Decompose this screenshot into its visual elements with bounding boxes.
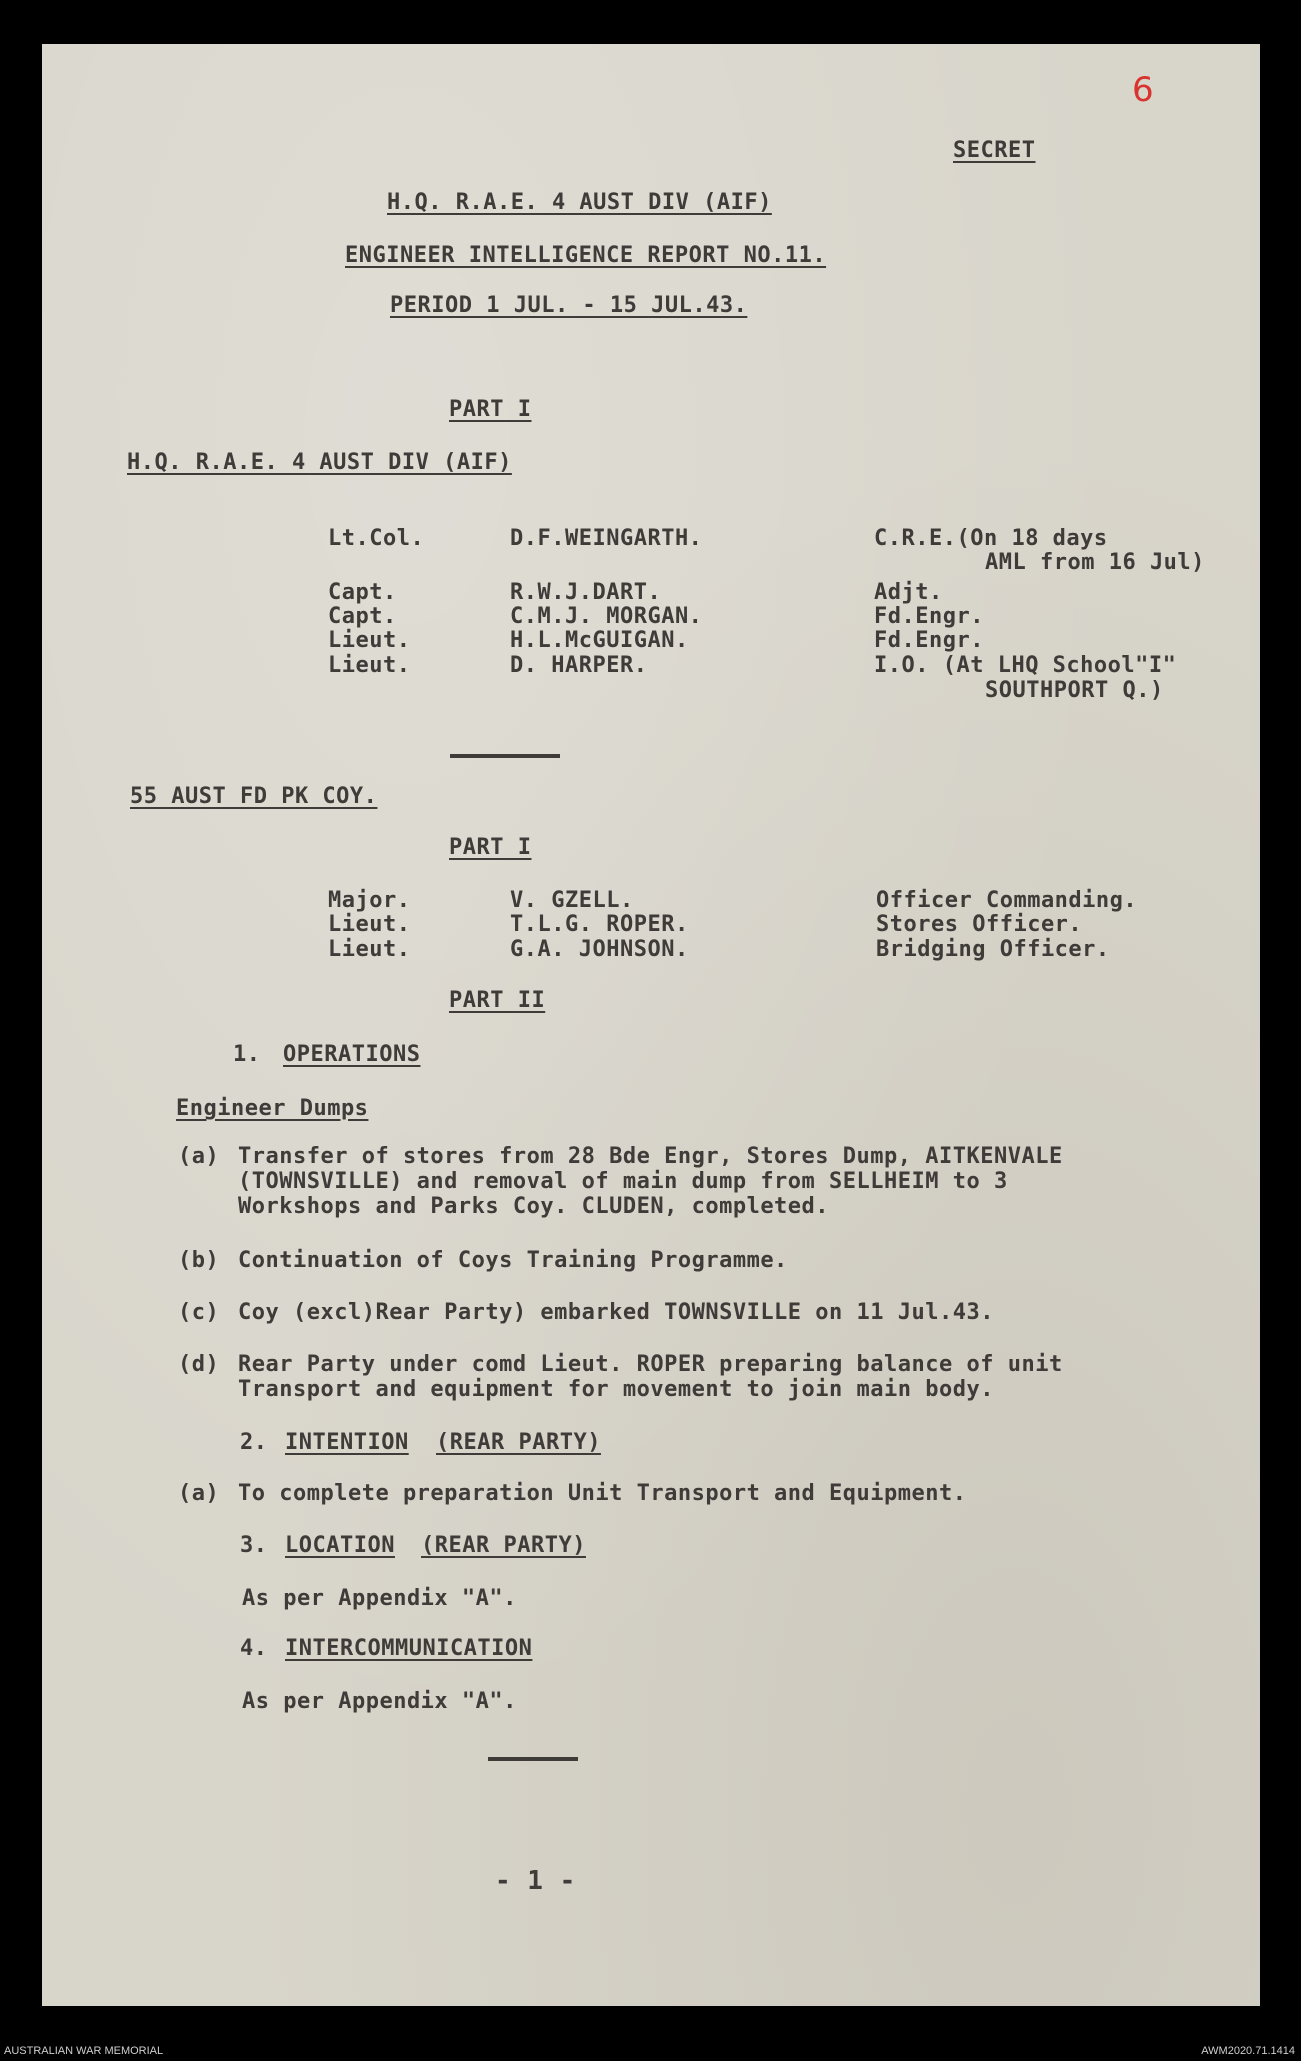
- intercommunication-heading: INTERCOMMUNICATION: [285, 1636, 533, 1661]
- officer-rank: Capt.: [328, 604, 397, 629]
- classification-marking: SECRET: [953, 138, 1036, 163]
- officer-role: C.R.E.(On 18 days: [874, 526, 1108, 551]
- officer-name: T.L.G. ROPER.: [510, 912, 689, 937]
- item-text-line: To complete preparation Unit Transport and Equipment.: [238, 1481, 967, 1506]
- officer-rank: Lieut.: [328, 912, 411, 937]
- officer-role: Fd.Engr.: [874, 628, 984, 653]
- item-text-line: Continuation of Coys Training Programme.: [238, 1248, 788, 1273]
- item-label: (b): [178, 1248, 220, 1273]
- intention-qualifier: (REAR PARTY): [436, 1430, 601, 1455]
- operations-subheading: Engineer Dumps: [176, 1096, 369, 1121]
- item-label: (c): [178, 1300, 220, 1325]
- item-text-line: Transport and equipment for movement to join main body.: [238, 1377, 994, 1402]
- section-divider: [488, 1757, 578, 1761]
- officer-name: D.F.WEINGARTH.: [510, 526, 703, 551]
- officer-name: G.A. JOHNSON.: [510, 937, 689, 962]
- officer-role: Fd.Engr.: [874, 604, 984, 629]
- item-text-line: Workshops and Parks Coy. CLUDEN, completed.: [238, 1194, 830, 1219]
- part-heading: PART I: [449, 835, 532, 860]
- item-text-line: Coy (excl)Rear Party) embarked TOWNSVILLE on 11 Jul.43.: [238, 1300, 994, 1325]
- report-title: ENGINEER INTELLIGENCE REPORT NO.11.: [345, 243, 827, 268]
- officer-role: Bridging Officer.: [876, 937, 1110, 962]
- part-heading: PART II: [449, 988, 546, 1013]
- section-number: 3.: [240, 1533, 268, 1558]
- item-label: (a): [178, 1144, 220, 1169]
- archive-reference: AWM2020.71.1414: [1201, 2045, 1295, 2057]
- location-text: As per Appendix "A".: [242, 1586, 517, 1611]
- officer-name: R.W.J.DART.: [510, 580, 662, 605]
- intercommunication-text: As per Appendix "A".: [242, 1689, 517, 1714]
- item-label: (d): [178, 1352, 220, 1377]
- archive-credit: AUSTRALIAN WAR MEMORIAL: [4, 2045, 164, 2057]
- officer-name: C.M.J. MORGAN.: [510, 604, 703, 629]
- header-unit-title: H.Q. R.A.E. 4 AUST DIV (AIF): [387, 190, 772, 215]
- item-text-line: (TOWNSVILLE) and removal of main dump from SELLHEIM to 3: [238, 1169, 1008, 1194]
- officer-role-continued: SOUTHPORT Q.): [985, 678, 1164, 703]
- location-qualifier: (REAR PARTY): [421, 1533, 586, 1558]
- item-label: (a): [178, 1481, 220, 1506]
- page-number: - 1 -: [495, 1866, 576, 1896]
- report-period: PERIOD 1 JUL. - 15 JUL.43.: [390, 293, 748, 318]
- officer-role: I.O. (At LHQ School"I": [874, 653, 1177, 678]
- section-number: 1.: [233, 1042, 261, 1067]
- officer-role: Adjt.: [874, 580, 943, 605]
- section-number: 2.: [240, 1430, 268, 1455]
- unit-heading: 55 AUST FD PK COY.: [130, 784, 378, 809]
- document-page: [42, 44, 1260, 2006]
- officer-name: D. HARPER.: [510, 653, 648, 678]
- officer-rank: Lt.Col.: [328, 526, 425, 551]
- section-number: 4.: [240, 1636, 268, 1661]
- officer-rank: Lieut.: [328, 937, 411, 962]
- item-text-line: Rear Party under comd Lieut. ROPER preparing balance of unit: [238, 1352, 1063, 1377]
- part-heading: PART I: [449, 397, 532, 422]
- officer-role-continued: AML from 16 Jul): [985, 550, 1205, 575]
- intention-heading: INTENTION: [285, 1430, 409, 1455]
- folio-number: 6: [1132, 70, 1154, 110]
- officer-rank: Capt.: [328, 580, 397, 605]
- operations-heading: OPERATIONS: [283, 1042, 421, 1067]
- officer-name: H.L.McGUIGAN.: [510, 628, 689, 653]
- officer-rank: Major.: [328, 888, 411, 913]
- section-divider: [450, 754, 560, 758]
- location-heading: LOCATION: [285, 1533, 395, 1558]
- unit-heading: H.Q. R.A.E. 4 AUST DIV (AIF): [127, 450, 512, 475]
- officer-role: Officer Commanding.: [876, 888, 1138, 913]
- officer-rank: Lieut.: [328, 628, 411, 653]
- officer-role: Stores Officer.: [876, 912, 1083, 937]
- officer-rank: Lieut.: [328, 653, 411, 678]
- item-text-line: Transfer of stores from 28 Bde Engr, Stores Dump, AITKENVALE: [238, 1144, 1063, 1169]
- officer-name: V. GZELL.: [510, 888, 634, 913]
